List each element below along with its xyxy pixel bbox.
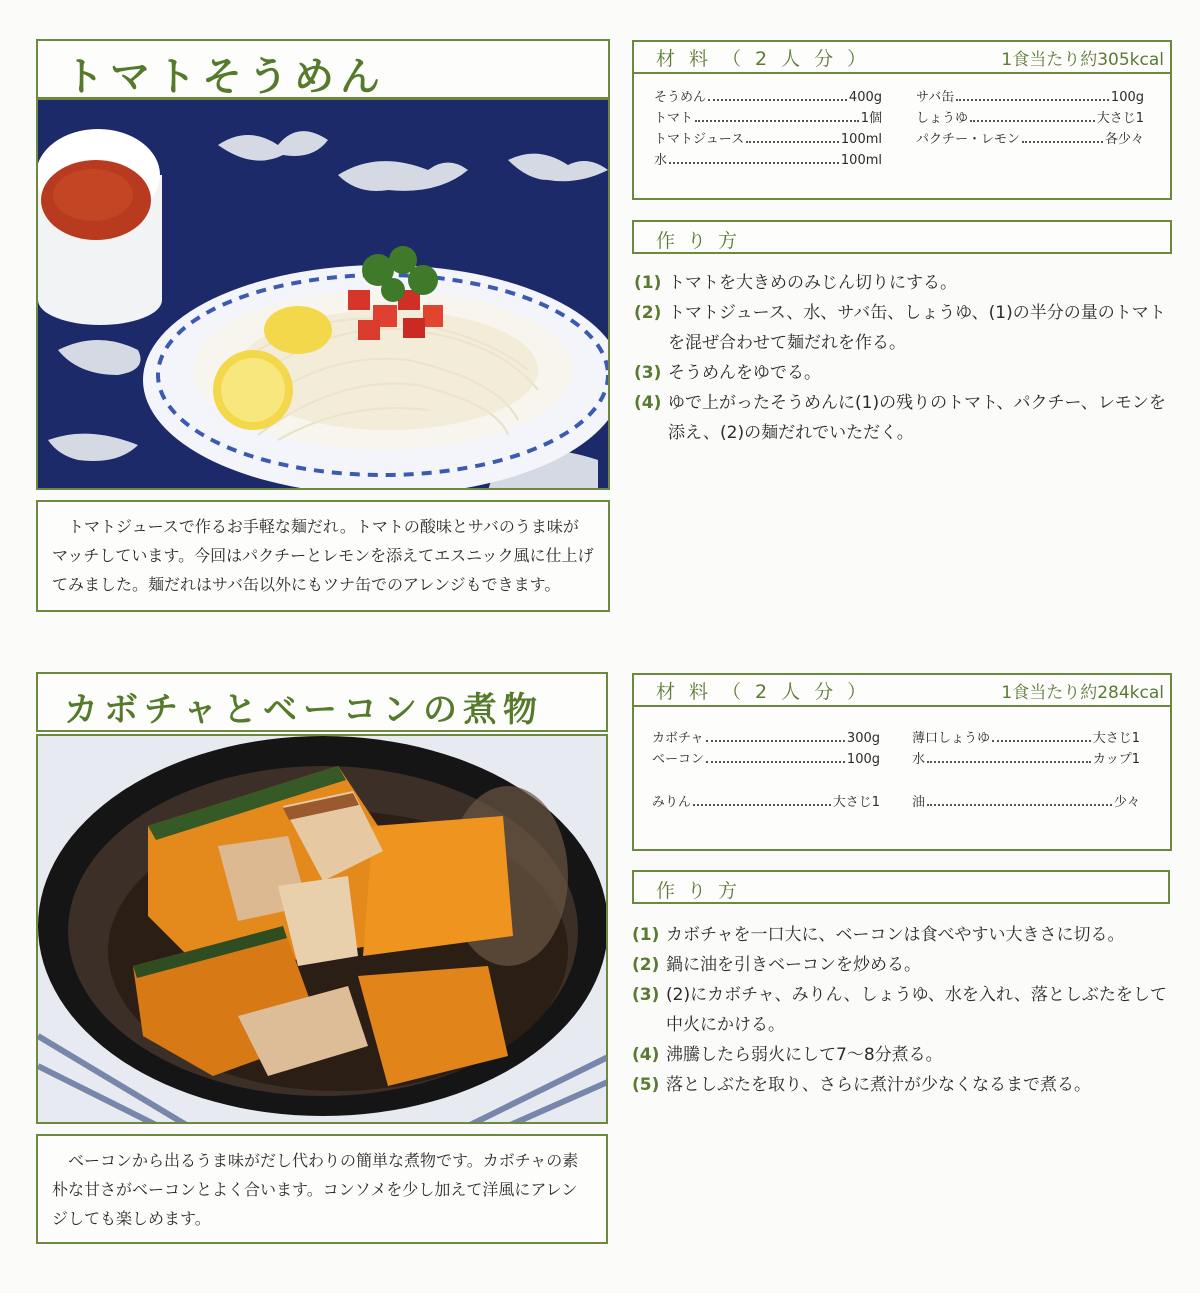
step-number: (1) xyxy=(634,273,662,293)
recipe-1-title-box xyxy=(36,39,610,99)
step-item xyxy=(632,1040,1172,1070)
ingredient-row xyxy=(912,748,1140,769)
step-item xyxy=(634,268,1174,298)
ingredient-amount: 400g xyxy=(848,90,882,105)
step-number: (5) xyxy=(632,1075,660,1095)
step-number: (1) xyxy=(632,925,660,945)
ingredient-name: しょうゆ xyxy=(916,111,969,126)
ingredient-name: トマト xyxy=(654,111,694,126)
ingredient-amount: 大さじ1 xyxy=(832,795,880,810)
step-number: (4) xyxy=(632,1045,660,1065)
step-item xyxy=(632,950,1172,980)
recipe-1-title: トマトそうめん xyxy=(64,54,386,100)
ingredient-row xyxy=(652,727,880,748)
ingredient-amount: 1個 xyxy=(860,111,882,126)
step-number: (3) xyxy=(634,363,662,383)
ingredient-name: カボチャ xyxy=(652,731,704,746)
recipe-1-ingredients-right xyxy=(916,86,1144,149)
ingredient-row xyxy=(654,149,882,170)
step-text: トマトジュース、水、サバ缶、しょうゆ、(1)の半分の量のトマトを混ぜ合わせて麺だれを作る。 xyxy=(668,303,1166,353)
step-item xyxy=(634,298,1174,358)
ingredient-row xyxy=(654,107,882,128)
recipe-2-photo xyxy=(36,734,608,1124)
ingredient-name: ベーコン xyxy=(652,752,705,767)
recipe-2-ingredients-box xyxy=(632,673,1172,851)
ingredient-amount: 少々 xyxy=(1113,795,1140,810)
ingredient-amount: 大さじ1 xyxy=(1096,111,1144,126)
recipe-2-ingredients-right xyxy=(912,727,1140,812)
step-item xyxy=(632,1070,1172,1100)
step-item xyxy=(632,980,1172,1040)
recipe-1-ingredients-box xyxy=(632,40,1172,200)
step-text: 鍋に油を引きベーコンを炒める。 xyxy=(666,955,921,975)
ingredient-row xyxy=(654,86,882,107)
ingredient-amount: カップ1 xyxy=(1092,752,1140,767)
step-text: ゆで上がったそうめんに(1)の残りのトマト、パクチー、レモンを添え、(2)の麺だれでいただく。 xyxy=(668,393,1166,443)
recipe-2-title: カボチャとベーコンの煮物 xyxy=(64,690,543,730)
recipe-2-kcal: 1食当たり約284kcal xyxy=(1001,683,1164,703)
ingredient-amount: 100g xyxy=(1110,90,1144,105)
ingredient-row xyxy=(652,748,880,769)
ingredient-amount: 100ml xyxy=(840,153,882,168)
ingredient-amount: 300g xyxy=(846,731,880,746)
recipe-2-ingredients-heading: 材料（2人分） xyxy=(656,681,881,703)
recipe-1-ingredients-left xyxy=(654,86,882,170)
step-number: (2) xyxy=(632,955,660,975)
step-number: (3) xyxy=(632,985,660,1005)
ingredient-name: みりん xyxy=(652,795,692,810)
ingredient-name: そうめん xyxy=(654,90,707,105)
recipe-1-photo xyxy=(36,98,610,490)
recipe-1-steps xyxy=(634,268,1174,448)
recipe-2-ingredients-header xyxy=(634,675,1170,707)
ingredient-name: パクチー・レモン xyxy=(916,132,1021,147)
step-text: カボチャを一口大に、ベーコンは食べやすい大きさに切る。 xyxy=(666,925,1125,945)
recipe-2-description-box xyxy=(36,1134,608,1244)
recipe-1-ingredients-heading: 材料（2人分） xyxy=(656,48,881,70)
ingredient-name: 油 xyxy=(912,795,926,810)
recipe-2-method-heading: 作り方 xyxy=(656,880,750,902)
recipe-2-title-box xyxy=(36,672,608,732)
ingredient-amount: 100g xyxy=(846,752,880,767)
ingredient-name: トマトジュース xyxy=(654,132,745,147)
ingredient-row xyxy=(652,791,880,812)
ingredient-row xyxy=(916,86,1144,107)
recipe-1-description: トマトジュースで作るお手軽な麺だれ。トマトの酸味とサバのうま味がマッチしています。今回はパクチーとレモンを添えてエスニック風に仕上げてみました。麺だれはサバ缶以外にもツナ缶でのアレンジもできます。 xyxy=(52,517,594,594)
recipe-2-method-header xyxy=(632,870,1170,904)
recipe-2-description: ベーコンから出るうま味がだし代わりの簡単な煮物です。カボチャの素朴な甘さがベーコンとよく合います。コンソメを少し加えて洋風にアレンジしても楽しめます。 xyxy=(52,1151,579,1228)
recipe-1-ingredients-header xyxy=(634,42,1170,74)
step-number: (4) xyxy=(634,393,662,413)
step-text: 落としぶたを取り、さらに煮汁が少なくなるまで煮る。 xyxy=(666,1075,1091,1095)
ingredient-row xyxy=(916,128,1144,149)
recipe-1-method-heading: 作り方 xyxy=(656,230,750,252)
recipe-1-method-header xyxy=(632,220,1172,254)
ingredient-name: サバ缶 xyxy=(916,90,955,105)
step-item xyxy=(632,920,1172,950)
ingredient-row xyxy=(912,727,1140,748)
ingredient-row xyxy=(654,128,882,149)
step-item xyxy=(634,388,1174,448)
ingredient-row xyxy=(916,107,1144,128)
recipe-2-ingredients-left xyxy=(652,727,880,812)
step-text: (2)にカボチャ、みりん、しょうゆ、水を入れ、落としぶたをして中火にかける。 xyxy=(666,985,1167,1035)
ingredient-row xyxy=(912,791,1140,812)
recipe-1-kcal: 1食当たり約305kcal xyxy=(1001,50,1164,70)
ingredient-name: 薄口しょうゆ xyxy=(912,731,991,746)
step-text: トマトを大きめのみじん切りにする。 xyxy=(668,273,957,293)
ingredient-amount: 大さじ1 xyxy=(1092,731,1140,746)
ingredient-amount: 各少々 xyxy=(1104,132,1144,147)
recipe-2-steps xyxy=(632,920,1172,1100)
step-item xyxy=(634,358,1174,388)
step-text: そうめんをゆでる。 xyxy=(668,363,821,383)
step-number: (2) xyxy=(634,303,662,323)
ingredient-name: 水 xyxy=(654,153,668,168)
step-text: 沸騰したら弱火にして7〜8分煮る。 xyxy=(666,1045,943,1065)
ingredient-name: 水 xyxy=(912,752,926,767)
recipe-1-description-box xyxy=(36,500,610,612)
ingredient-amount: 100ml xyxy=(840,132,882,147)
